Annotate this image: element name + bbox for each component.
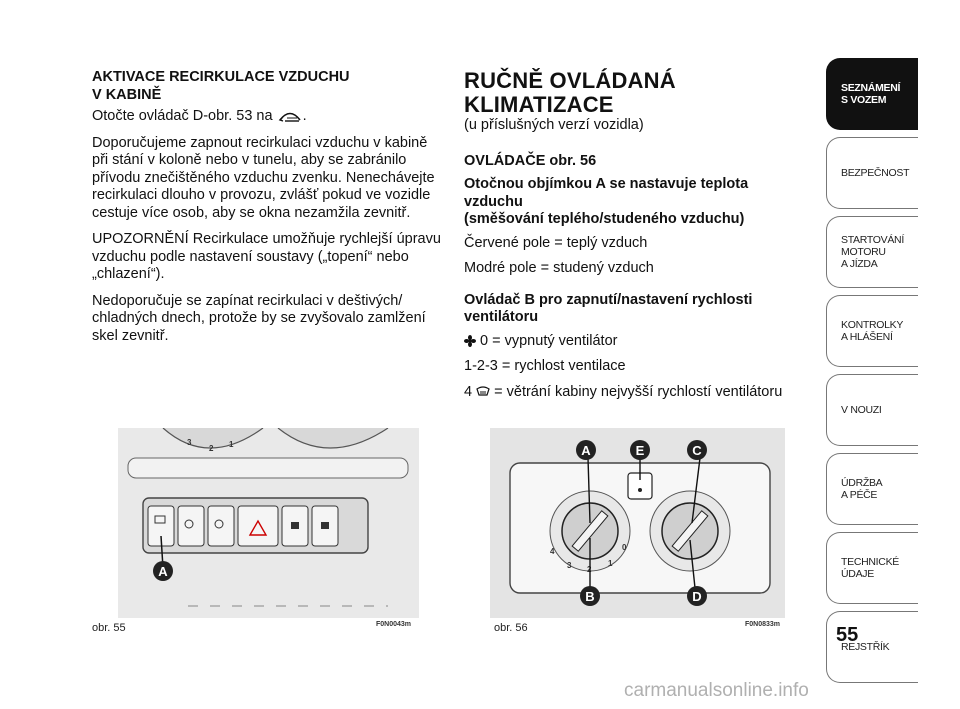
chapter-tab[interactable] — [826, 374, 918, 446]
fan-max-number: 4 — [464, 383, 473, 400]
red-field-text: Červené pole = teplý vzduch — [464, 234, 648, 251]
chapter-tab-label: TECHNICKÉ ÚDAJE — [841, 556, 899, 580]
figure-55 — [88, 428, 419, 618]
figure-56-label-a: A — [581, 443, 591, 458]
chapter-tab-label: STARTOVÁNÍ MOTORU A JÍZDA — [841, 234, 904, 270]
fan-off-text: 0 = vypnutý ventilátor — [480, 332, 618, 349]
chapter-tab[interactable] — [826, 532, 918, 604]
fan-max-line — [464, 384, 804, 402]
fan-tick-2: 2 — [587, 565, 592, 574]
figure-55-label-a: A — [158, 564, 168, 579]
figure-55-code: F0N0043m — [376, 621, 412, 628]
controls-heading: OVLÁDAČE obr. 56 — [464, 152, 597, 169]
figure-55-caption: obr. 55 — [92, 622, 126, 634]
right-column — [464, 69, 804, 410]
section-title: RUČNĚ OVLÁDANÁ KLIMATIZACE — [464, 68, 676, 117]
figure-55-dial-1: 1 — [229, 440, 234, 449]
watermark: carmanualsonline.info — [624, 680, 809, 701]
chapter-tab[interactable] — [826, 58, 918, 130]
figure-56-code: F0N0833m — [745, 621, 781, 628]
chapter-sidebar — [826, 58, 918, 690]
fan-max-text: = větrání kabiny nejvyšší rychlostí ventilátoru — [494, 383, 783, 400]
fan-tick-1: 1 — [608, 559, 613, 568]
chapter-tab[interactable] — [826, 295, 918, 367]
chapter-tab-label: KONTROLKY A HLÁŠENÍ — [841, 319, 904, 343]
left-column — [92, 69, 444, 354]
figure-56-label-e: E — [635, 443, 645, 458]
figure-55-dial-2: 2 — [209, 444, 214, 453]
fan-speeds-line: 1-2-3 = rychlost ventilace — [464, 358, 626, 374]
recirculation-heading: AKTIVACE RECIRKULACE VZDUCHU V KABINĚ — [92, 69, 350, 103]
p1-text: Otočte ovládač D-obr. 53 na — [92, 108, 273, 124]
fan-off-line — [464, 333, 804, 351]
fan-tick-4: 4 — [550, 547, 555, 556]
chapter-tab-label: REJSTŘÍK — [841, 641, 890, 653]
chapter-tab[interactable] — [826, 611, 918, 683]
figure-55-dial-3: 3 — [187, 438, 192, 447]
fan-icon — [464, 335, 476, 347]
chapter-tab-label: BEZPEČNOST — [841, 167, 910, 179]
p1-end: . — [302, 108, 307, 124]
figure-56-caption: obr. 56 — [494, 622, 528, 634]
chapter-tab[interactable] — [826, 453, 918, 525]
figure-56 — [490, 428, 785, 618]
figure-56-illustration — [490, 428, 785, 618]
figure-55-illustration — [88, 428, 419, 618]
chapter-tab[interactable] — [826, 137, 918, 209]
recirculation-paragraph-4: Nedoporučuje se zapínat recirkulaci v deštivých/ chladných dnech, protože by se zvyšovalo zamlžení skel zevnitř. — [92, 292, 426, 344]
figure-56-label-c: C — [692, 443, 702, 458]
chapter-tab-label: SEZNÁMENÍ S VOZEM — [841, 82, 901, 106]
chapter-tab[interactable] — [826, 216, 918, 288]
windscreen-vent-icon — [476, 385, 490, 398]
blue-field-text: Modré pole = studený vzduch — [464, 260, 654, 276]
figure-56-label-b: B — [585, 589, 595, 604]
page-number: 55 — [836, 624, 859, 646]
recirculation-paragraph-1 — [92, 108, 444, 126]
recirculation-paragraph-2: Doporučujeme zapnout recirkulaci vzduchu v kabině při stání v koloně nebo v tunelu, aby se zabránilo přívodu znečištěného vzduchu zvenku. Nenechávejte recirkulaci dlouho v provozu, zvlášť pokud ve vozidle cestuje více osob, aby se okna nezamžila zevnitř. — [92, 134, 435, 221]
recirculation-icon — [277, 109, 303, 123]
figure-56-label-d: D — [692, 589, 702, 604]
control-a-heading: Otočnou objímkou A se nastavuje teplota vzduchu (směšování teplého/studeného vzduchu) — [464, 176, 749, 227]
chapter-tab-label: ÚDRŽBA A PÉČE — [841, 477, 883, 501]
section-subtitle: (u příslušných verzí vozidla) — [464, 117, 644, 133]
fan-tick-0: 0 — [622, 543, 627, 552]
control-b-heading: Ovládač B pro zapnutí/nastavení rychlosti ventilátoru — [464, 291, 753, 325]
chapter-tab-label: V NOUZI — [841, 404, 882, 416]
fan-tick-3: 3 — [567, 561, 572, 570]
recirculation-note: UPOZORNĚNÍ Recirkulace umožňuje rychlejší úpravu vzduchu podle nastavení soustavy („topení“ nebo „chlazení“). — [92, 231, 441, 282]
